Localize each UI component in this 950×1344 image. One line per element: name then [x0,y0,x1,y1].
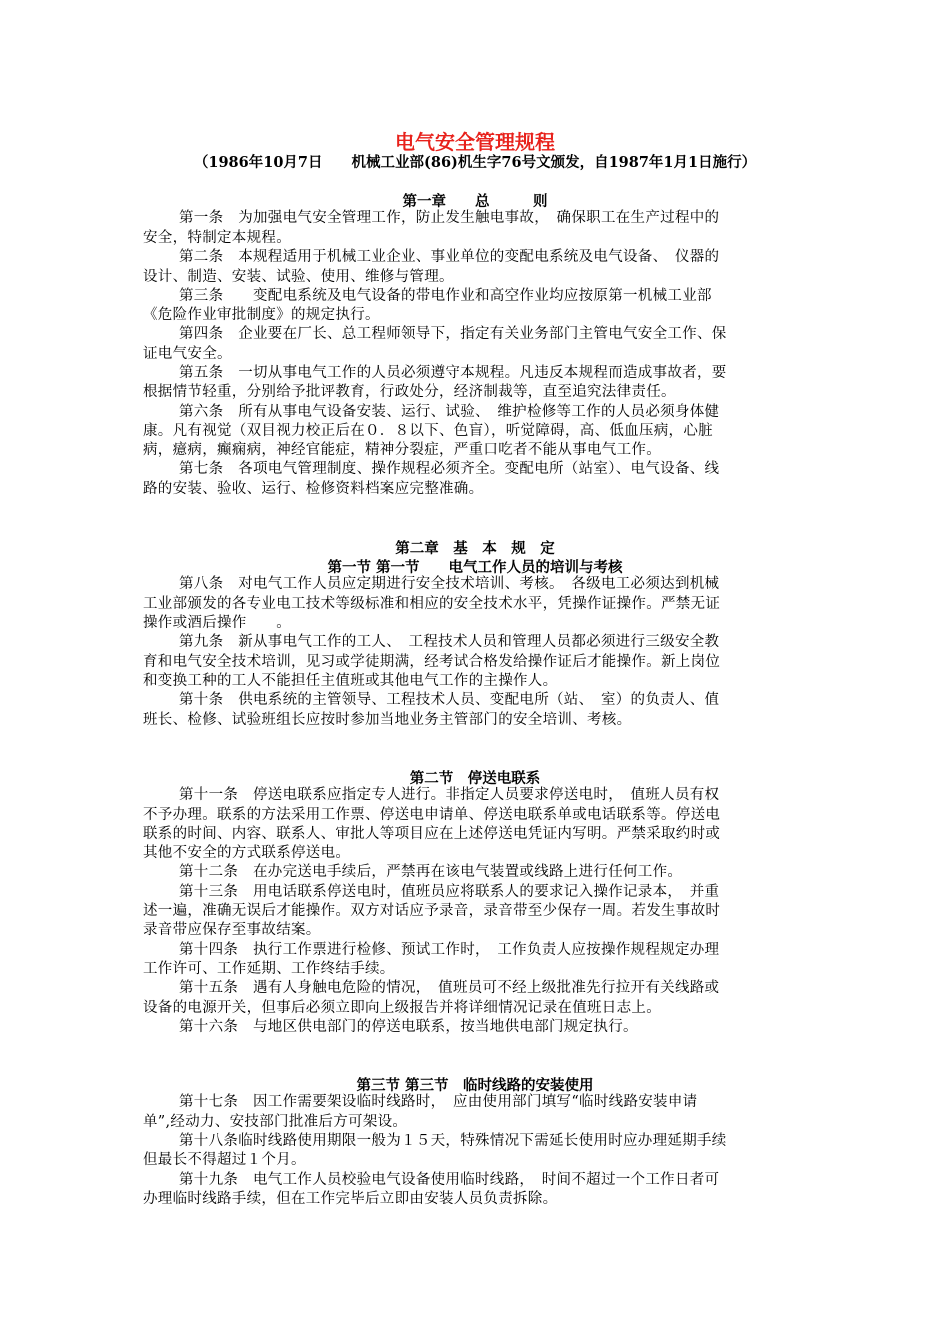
paragraph-line: 康。凡有视觉（双目视力校正后在０．８以下、色盲），听觉障碍，高、低血压病，心脏 [143,423,713,439]
paragraph-line: 办理临时线路手续，但在工作完毕后立即由安装人员负责拆除。 [143,1191,558,1207]
paragraph-line: 第二条 本规程适用于机械工业企业、事业单位的变配电系统及电气设备、 仪器的 [179,249,720,265]
paragraph-line: 第十七条 因工作需要架设临时线路时， 应由使用部门填写“临时线路安装申请 [179,1094,698,1110]
paragraph-line: 第十五条 遇有人身触电危险的情况， 值班员可不经上级批准先行拉开有关线路或 [179,980,720,996]
paragraph-line: 第八条 对电气工作人员应定期进行安全技术培训、考核。 各级电工必须达到机械 [179,576,720,592]
section-1-heading: 第一节 第一节 电气工作人员的培训与考核 [327,559,623,576]
paragraph-line: 安全，特制定本规程。 [143,230,291,246]
paragraph-line: 设备的电源开关，但事后必须立即向上级报告并将详细情况记录在值班日志上。 [143,1000,661,1016]
paragraph-line: 第十四条 执行工作票进行检修、预试工作时， 工作负责人应按操作规程规定办理 [179,942,720,958]
paragraph-line: 操作或酒后操作 。 [143,615,291,631]
paragraph-line: 工作许可、工作延期、工作终结手续。 [143,961,395,977]
paragraph-line: 第十三条 用电话联系停送电时，值班员应将联系人的要求记入操作记录本， 并重 [179,884,720,900]
paragraph-line: 证电气安全。 [143,346,232,362]
paragraph-line: 和变换工种的工人不能担任主值班或其他电气工作的主操作人。 [143,673,558,689]
paragraph-line: 第七条 各项电气管理制度、操作规程必须齐全。变配电所（站室）、电气设备、线 [179,461,720,477]
paragraph-line: 第十八条临时线路使用期限一般为１５天，特殊情况下需延长使用时应办理延期手续 [179,1133,727,1149]
paragraph-line: 路的安装、验收、运行、检修资料档案应完整准确。 [143,481,484,497]
document-title: 电气安全管理规程 [395,130,555,154]
paragraph-line: 录音带应保存至事故结案。 [143,922,321,938]
paragraph-line: 第十六条 与地区供电部门的停送电联系，按当地供电部门规定执行。 [179,1019,638,1035]
paragraph-line: 病，癔病，癫痫病，神经官能症，精神分裂症，严重口吃者不能从事电气工作。 [143,442,661,458]
paragraph-line: 第十九条 电气工作人员校验电气设备使用临时线路， 时间不超过一个工作日者可 [179,1172,720,1188]
document-subtitle: （1986年10月7日 机械工业部(86)机生字76号文颁发，自1987年1月1日施行） [193,154,757,171]
paragraph-line: 根据情节轻重，分别给予批评教育，行政处分，经济制裁等，直至追究法律责任。 [143,384,676,400]
paragraph-line: 设计、制造、安装、试验、使用、维修与管理。 [143,269,454,285]
chapter-2-heading: 第二章 基 本 规 定 [395,540,555,557]
paragraph-line: 工业部颁发的各专业电工技术等级标准和相应的安全技术水平，凭操作证操作。严禁无证 [143,596,721,612]
paragraph-line: 育和电气安全技术培训，见习或学徒期满，经考试合格发给操作证后才能操作。新上岗位 [143,654,721,670]
paragraph-line: 其他不安全的方式联系停送电。 [143,845,351,861]
paragraph-line: 第四条 企业要在厂长、总工程师领导下，指定有关业务部门主管电气安全工作、保 [179,326,727,342]
paragraph-line: 班长、检修、试验班组长应按时参加当地业务主管部门的安全培训、考核。 [143,712,632,728]
section-2-heading: 第二节 停送电联系 [409,770,541,787]
paragraph-line: 但最长不得超过１个月。 [143,1152,306,1168]
paragraph-line: 不予办理。联系的方法采用工作票、停送电申请单、停送电联系单或电话联系等。停送电 [143,807,721,823]
paragraph-line: 联系的时间、内容、联系人、审批人等项目应在上述停送电凭证内写明。严禁采取约时或 [143,826,721,842]
paragraph-line: 第十一条 停送电联系应指定专人进行。非指定人员要求停送电时， 值班人员有权 [179,787,720,803]
paragraph-line: 第三条 变配电系统及电气设备的带电作业和高空作业均应按原第一机械工业部 [179,288,712,304]
paragraph-line: 第一条 为加强电气安全管理工作，防止发生触电事故， 确保职工在生产过程中的 [179,210,720,226]
section-3-heading: 第三节 第三节 临时线路的安装使用 [356,1077,594,1094]
paragraph-line: 第十二条 在办完送电手续后，严禁再在该电气装置或线路上进行任何工作。 [179,864,683,880]
paragraph-line: 第十条 供电系统的主管领导、工程技术人员、变配电所（站、 室）的负责人、值 [179,692,720,708]
paragraph-line: 单”,经动力、安技部门批准后方可架设。 [143,1114,408,1130]
paragraph-line: 述一遍，准确无误后才能操作。双方对话应予录音，录音带至少保存一周。若发生事故时 [143,903,721,919]
paragraph-line: 第六条 所有从事电气设备安装、运行、试验、 维护检修等工作的人员必须身体健 [179,404,720,420]
paragraph-line: 《危险作业审批制度》的规定执行。 [143,307,380,323]
paragraph-line: 第九条 新从事电气工作的工人、 工程技术人员和管理人员都必须进行三级安全教 [179,634,720,650]
chapter-1-heading: 第一章 总 则 [402,193,548,210]
paragraph-line: 第五条 一切从事电气工作的人员必须遵守本规程。凡违反本规程而造成事故者，要 [179,365,727,381]
